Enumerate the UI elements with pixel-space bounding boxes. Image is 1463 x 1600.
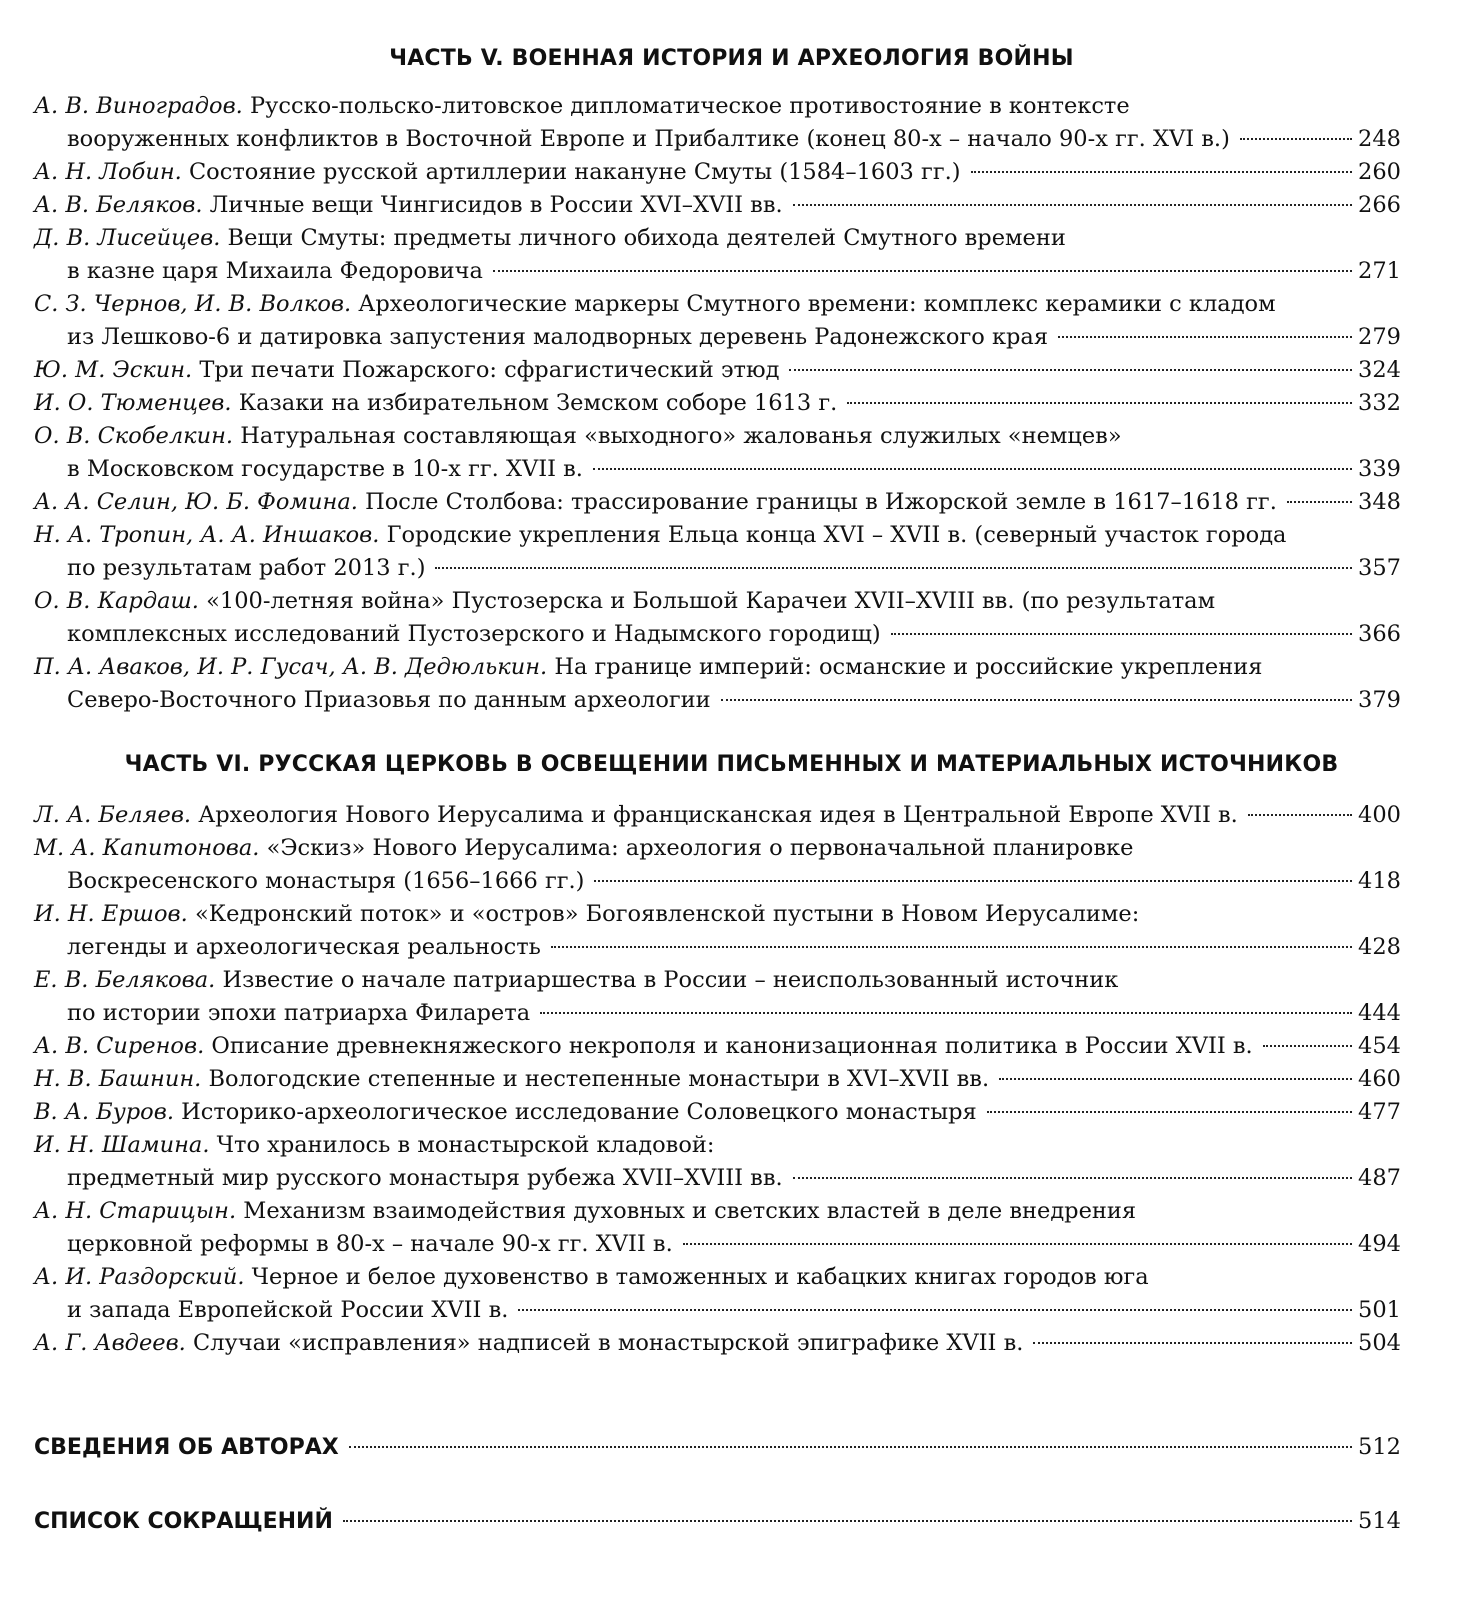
page-number: 477 [1358, 1099, 1401, 1125]
toc-title-text: и запада Европейской России XVII в. [67, 1297, 509, 1323]
toc-entry [0, 832, 1463, 898]
toc-line-text [67, 321, 1048, 354]
toc-title-text: Историко-археологическое исследование Соловецкого монастыря [181, 1099, 977, 1125]
toc-title-text: в казне царя Михаила Федоровича [67, 258, 483, 284]
page-number: 366 [1358, 621, 1401, 647]
toc-author: Н. В. Башнин. [34, 1066, 202, 1092]
page-number: 494 [1358, 1231, 1401, 1257]
toc-entry [0, 964, 1463, 1030]
appendix-abbreviations [0, 1508, 1463, 1534]
toc-line-text [67, 552, 425, 585]
page-number: 279 [1358, 324, 1401, 350]
toc-line-text [34, 354, 779, 387]
page-number: 379 [1358, 687, 1401, 713]
dot-leader [999, 1078, 1352, 1080]
toc-title-text: Черное и белое духовенство в таможенных и кабацких книгах городов юга [251, 1264, 1149, 1290]
toc-author: П. А. Аваков, И. Р. Гусач, А. В. Дедюлькин. [34, 654, 548, 680]
toc-entry-line [0, 585, 1463, 618]
toc-title-text: Натуральная составляющая «выходного» жалованья служилых «немцев» [240, 423, 1122, 449]
toc-entry-line [0, 189, 1463, 222]
toc-line-text [34, 486, 1277, 519]
toc-line-text [34, 1096, 977, 1129]
toc-line-text [34, 93, 1130, 119]
toc-entry [0, 651, 1463, 717]
page-number: 512 [1358, 1434, 1401, 1460]
toc-author: М. А. Капитонова. [34, 835, 260, 861]
toc-title-text: Что хранилось в монастырской кладовой: [216, 1132, 715, 1158]
appendix-title: СПИСОК СОКРАЩЕНИЙ [34, 1509, 333, 1534]
toc-author: О. В. Кардаш. [34, 588, 199, 614]
dot-leader [1058, 336, 1352, 338]
toc-entry-line [0, 288, 1463, 321]
toc-title-text: Известие о начале патриаршества в России – неиспользованный источник [222, 967, 1119, 993]
page-number: 332 [1358, 390, 1401, 416]
toc-entry [0, 354, 1463, 387]
toc-line-text [67, 255, 483, 288]
toc-title-text: церковной реформы в 80-х – начале 90-х гг. XVII в. [67, 1231, 673, 1257]
toc-entry-line [0, 1063, 1463, 1096]
toc-entry [0, 486, 1463, 519]
toc-line-text [67, 931, 541, 964]
toc-entry-line [0, 799, 1463, 832]
toc-title-text: Вологодские степенные и нестепенные монастыри в XVI–XVII вв. [208, 1066, 990, 1092]
toc-entry [0, 1195, 1463, 1261]
toc-line-text [34, 654, 1262, 680]
dot-leader [683, 1243, 1352, 1245]
toc-author: Ю. М. Эскин. [34, 357, 193, 383]
toc-author: Д. В. Лисейцев. [34, 225, 221, 251]
toc-line-text [34, 1030, 1253, 1063]
toc-entry-line [0, 255, 1463, 288]
toc-author: С. З. Чернов, И. В. Волков. [34, 291, 352, 317]
toc-line-text [34, 588, 1215, 614]
page-number: 487 [1358, 1165, 1401, 1191]
toc-author: А. В. Виноградов. [34, 93, 243, 119]
page-number: 266 [1358, 192, 1401, 218]
toc-title-text: предметный мир русского монастыря рубежа XVII–XVIII вв. [67, 1165, 783, 1191]
part6-entry-list [0, 799, 1463, 1360]
toc-line-text [67, 684, 711, 717]
toc-entry [0, 222, 1463, 288]
dot-leader [847, 402, 1352, 404]
toc-entry-line [0, 1195, 1463, 1228]
toc-entry-line [0, 1096, 1463, 1129]
toc-line-text [34, 387, 837, 420]
toc-entry-line [0, 931, 1463, 964]
toc-author: А. Г. Авдеев. [34, 1330, 186, 1356]
toc-author: Е. В. Белякова. [34, 967, 216, 993]
toc-entry-line [0, 832, 1463, 865]
toc-entry-line [0, 865, 1463, 898]
toc-title-text: в Московском государстве в 10-х гг. XVII в. [67, 456, 583, 482]
toc-entry [0, 1129, 1463, 1195]
page-number: 444 [1358, 1000, 1401, 1026]
toc-title-text: Городские укрепления Ельца конца XVI – XVII в. (северный участок города [386, 522, 1287, 548]
appendix-title: СВЕДЕНИЯ ОБ АВТОРАХ [34, 1435, 339, 1460]
toc-title-text: вооруженных конфликтов в Восточной Европе и Прибалтике (конец 80-х – начало 90-х гг. XVI в.) [67, 126, 1230, 152]
toc-title-text: Северо-Восточного Приазовья по данным археологии [67, 687, 711, 713]
dot-leader [971, 171, 1353, 173]
toc-title-text: Личные вещи Чингисидов в России XVI–XVII вв. [209, 192, 783, 218]
dot-leader [721, 699, 1352, 701]
dot-leader [1248, 814, 1352, 816]
toc-entry [0, 1030, 1463, 1063]
toc-entry-line [0, 651, 1463, 684]
dot-leader [551, 946, 1352, 948]
toc-title-text: Археологические маркеры Смутного времени: комплекс керамики с кладом [358, 291, 1276, 317]
toc-entry-line [0, 387, 1463, 420]
dot-leader [891, 633, 1352, 635]
toc-title-text: После Столбова: трассирование границы в Ижорской земле в 1617–1618 гг. [365, 489, 1277, 515]
page-number: 348 [1358, 489, 1401, 515]
toc-title-text: Воскресенского монастыря (1656–1666 гг.) [67, 868, 585, 894]
toc-line-text [67, 123, 1230, 156]
toc-entry-line [0, 321, 1463, 354]
toc-entry-line [0, 519, 1463, 552]
toc-entry-line [0, 1294, 1463, 1327]
toc-entry [0, 1261, 1463, 1327]
toc-title-text: Случаи «исправления» надписей в монастырской эпиграфике XVII в. [192, 1330, 1024, 1356]
toc-entry-line [0, 1129, 1463, 1162]
toc-entry-line [0, 156, 1463, 189]
page-number: 357 [1358, 555, 1401, 581]
toc-line-text [34, 291, 1276, 317]
toc-author: А. В. Сиренов. [34, 1033, 205, 1059]
toc-title-text: по истории эпохи патриарха Филарета [67, 1000, 531, 1026]
toc-entry-line [0, 898, 1463, 931]
toc-line-text [67, 1228, 673, 1261]
toc-entry-line [0, 123, 1463, 156]
toc-title-text: Вещи Смуты: предметы личного обихода деятелей Смутного времени [227, 225, 1066, 251]
toc-line-text [34, 225, 1066, 251]
dot-leader [594, 880, 1352, 882]
page-number: 501 [1358, 1297, 1401, 1323]
toc-entry [0, 1096, 1463, 1129]
toc-entry [0, 189, 1463, 222]
toc-entry [0, 420, 1463, 486]
page-number: 271 [1358, 258, 1401, 284]
toc-entry [0, 156, 1463, 189]
dot-leader [789, 369, 1352, 371]
toc-line-text [67, 618, 881, 651]
toc-entry-line [0, 1162, 1463, 1195]
toc-author: А. В. Беляков. [34, 192, 203, 218]
toc-title-text: «100-летняя война» Пустозерска и Большой Карачеи XVII–XVIII вв. (по результатам [206, 588, 1216, 614]
toc-author: Л. А. Беляев. [34, 802, 192, 828]
toc-title-text: Русско-польско-литовское дипломатическое противостояние в контексте [249, 93, 1130, 119]
toc-line-text [34, 423, 1122, 449]
toc-entry [0, 1063, 1463, 1096]
toc-title-text: легенды и археологическая реальность [67, 934, 541, 960]
page-number: 400 [1358, 802, 1401, 828]
toc-entry-line [0, 222, 1463, 255]
toc-entry [0, 387, 1463, 420]
dot-leader [518, 1309, 1352, 1311]
toc-author: О. В. Скобелкин. [34, 423, 234, 449]
toc-entry-line [0, 552, 1463, 585]
dot-leader [793, 204, 1352, 206]
toc-title-text: из Лешково-6 и датировка запустения малодворных деревень Радонежского края [67, 324, 1049, 350]
toc-entry [0, 585, 1463, 651]
page-number: 324 [1358, 357, 1401, 383]
dot-leader [349, 1446, 1352, 1448]
dot-leader [987, 1111, 1352, 1113]
part5-heading: ЧАСТЬ V. ВОЕННАЯ ИСТОРИЯ И АРХЕОЛОГИЯ ВОЙНЫ [389, 46, 1074, 71]
toc-line-text [34, 1327, 1023, 1360]
toc-title-text: по результатам работ 2013 г.) [67, 555, 426, 581]
dot-leader [540, 1012, 1352, 1014]
toc-line-text [67, 997, 530, 1030]
toc-entry-line [0, 486, 1463, 519]
toc-line-text [34, 1264, 1149, 1290]
toc-line-text [67, 453, 583, 486]
toc-entry [0, 799, 1463, 832]
page-number: 428 [1358, 934, 1401, 960]
toc-line-text [34, 156, 961, 189]
toc-author: И. О. Тюменцев. [34, 390, 232, 416]
toc-line-text [34, 522, 1286, 548]
toc-entry-line [0, 354, 1463, 387]
toc-title-text: Археология Нового Иерусалима и францисканская идея в Центральной Европе XVII в. [198, 802, 1238, 828]
toc-author: А. И. Раздорский. [34, 1264, 245, 1290]
toc-author: А. Н. Старицын. [34, 1198, 237, 1224]
toc-title-text: Казаки на избирательном Земском соборе 1613 г. [238, 390, 838, 416]
appendix-authors [0, 1434, 1463, 1460]
dot-leader [343, 1520, 1352, 1522]
toc-line-text [34, 967, 1118, 993]
toc-line-text [34, 799, 1238, 832]
page-number: 260 [1358, 159, 1401, 185]
page-number: 514 [1358, 1508, 1401, 1534]
toc-entry [0, 519, 1463, 585]
toc-entry-line [0, 1030, 1463, 1063]
part6-heading: ЧАСТЬ VI. РУССКАЯ ЦЕРКОВЬ В ОСВЕЩЕНИИ ПИСЬМЕННЫХ И МАТЕРИАЛЬНЫХ ИСТОЧНИКОВ [124, 752, 1339, 777]
page-number: 504 [1358, 1330, 1401, 1356]
toc-entry-line [0, 997, 1463, 1030]
toc-entry-line [0, 90, 1463, 123]
toc-entry-line [0, 1261, 1463, 1294]
toc-title-text: «Эскиз» Нового Иерусалима: археология о первоначальной планировке [266, 835, 1134, 861]
toc-entry [0, 1327, 1463, 1360]
toc-entry [0, 288, 1463, 354]
toc-line-text [34, 1132, 714, 1158]
dot-leader [1033, 1342, 1352, 1344]
dot-leader [493, 270, 1352, 272]
toc-entry [0, 90, 1463, 156]
toc-title-text: Описание древнекняжеского некрополя и канонизационная политика в России XVII в. [211, 1033, 1253, 1059]
page-number: 339 [1358, 456, 1401, 482]
part5-entry-list [0, 90, 1463, 717]
toc-author: И. Н. Шамина. [34, 1132, 210, 1158]
page-number: 454 [1358, 1033, 1401, 1059]
toc-line-text [34, 835, 1133, 861]
toc-title-text: На границе империй: османские и российские укрепления [554, 654, 1263, 680]
toc-entry-line [0, 420, 1463, 453]
toc-line-text [67, 1294, 508, 1327]
page-number: 248 [1358, 126, 1401, 152]
dot-leader [1287, 501, 1352, 503]
toc-author: Н. А. Тропин, А. А. Иншаков. [34, 522, 380, 548]
toc-author: В. А. Буров. [34, 1099, 174, 1125]
toc-line-text [67, 865, 584, 898]
toc-entry-line [0, 618, 1463, 651]
toc-author: И. Н. Ершов. [34, 901, 188, 927]
dot-leader [1240, 138, 1352, 140]
dot-leader [1263, 1045, 1352, 1047]
dot-leader [593, 468, 1352, 470]
toc-title-text: «Кедронский поток» и «остров» Богоявленской пустыни в Новом Иерусалиме: [194, 901, 1140, 927]
page-number: 460 [1358, 1066, 1401, 1092]
toc-author: А. Н. Лобин. [34, 159, 182, 185]
toc-title-text: Состояние русской артиллерии накануне Смуты (1584–1603 гг.) [188, 159, 961, 185]
dot-leader [435, 567, 1352, 569]
toc-title-text: Механизм взаимодействия духовных и светских властей в деле внедрения [243, 1198, 1137, 1224]
toc-line-text [34, 189, 783, 222]
toc-entry-line [0, 1228, 1463, 1261]
toc-entry-line [0, 1327, 1463, 1360]
page-number: 418 [1358, 868, 1401, 894]
toc-line-text [34, 1063, 989, 1096]
toc-title-text: Три печати Пожарского: сфрагистический этюд [199, 357, 780, 383]
toc-entry-line [0, 684, 1463, 717]
toc-line-text [34, 901, 1139, 927]
toc-line-text [34, 1198, 1136, 1224]
toc-entry-line [0, 453, 1463, 486]
toc-title-text: комплексных исследований Пустозерского и Надымского городищ) [67, 621, 881, 647]
toc-entry [0, 898, 1463, 964]
toc-entry-line [0, 964, 1463, 997]
toc-line-text [67, 1162, 783, 1195]
dot-leader [793, 1177, 1352, 1179]
toc-author: А. А. Селин, Ю. Б. Фомина. [34, 489, 358, 515]
